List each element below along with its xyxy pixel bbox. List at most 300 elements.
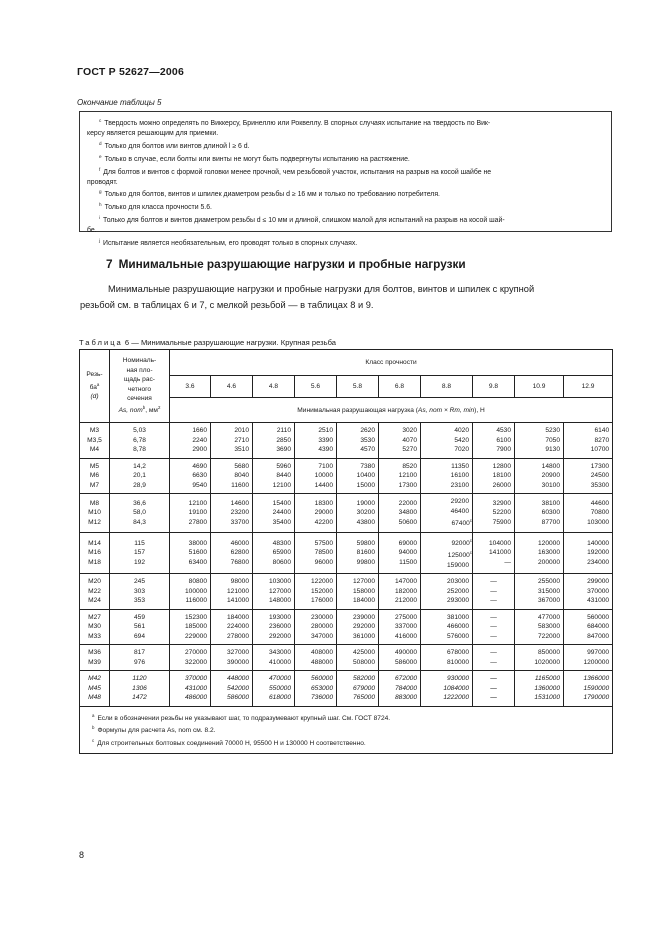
load-number: 847000: [587, 632, 610, 640]
footnote-line: [87, 139, 606, 152]
load-number: 7050: [545, 436, 560, 444]
load-cell: [211, 423, 253, 459]
thread-value: М14: [88, 539, 101, 547]
load-value: [515, 426, 560, 436]
load-number: 65900: [272, 549, 291, 556]
load-value: [253, 613, 291, 623]
load-cell: [421, 423, 473, 459]
load-value: [515, 471, 560, 481]
load-cell: [295, 609, 337, 645]
load-value: [170, 436, 207, 446]
load-value: [295, 622, 333, 632]
load-number: —: [490, 675, 497, 682]
breaking-load-table: [79, 349, 613, 754]
load-number: 10700: [590, 446, 610, 453]
load-value: [473, 648, 514, 658]
load-cell: [253, 458, 295, 494]
load-number: 67400: [451, 520, 470, 527]
load-value: [473, 499, 511, 509]
load-number: 470000: [268, 675, 291, 682]
load-number: 30100: [541, 481, 560, 489]
footnote-text: Только для болтов и винтов диаметром резьбы d ≤ 10 мм и длиной, слишком малой для испытаний на разрыв на косой шай-: [103, 217, 505, 225]
footnote-mark: c: [99, 118, 102, 123]
load-value: [211, 499, 249, 509]
load-number: —: [490, 632, 497, 640]
load-number: 127000: [352, 578, 375, 585]
load-value: [379, 632, 417, 642]
load-value: [337, 632, 375, 642]
strength-class: 4.6: [211, 376, 253, 398]
load-number: —: [490, 658, 497, 666]
load-value: [379, 445, 417, 455]
footnote-text: керсу является решающим для приемки.: [87, 129, 219, 137]
load-number: 148000: [268, 597, 291, 604]
load-number: 32900: [492, 499, 511, 507]
load-cell: [253, 671, 295, 707]
thread-cell: [80, 645, 110, 671]
load-value: [379, 481, 417, 491]
load-value: [421, 536, 472, 549]
load-number: 63400: [188, 558, 207, 566]
load-value: [473, 436, 511, 446]
load-value: [515, 577, 560, 587]
area-value: 8,78: [133, 446, 146, 453]
header-text: (d): [90, 393, 99, 401]
load-number: 1660: [192, 427, 207, 434]
load-number: 30200: [356, 509, 375, 516]
load-value: [295, 674, 333, 684]
load-value: [421, 426, 469, 436]
load-value: [515, 558, 560, 568]
load-value: [253, 648, 291, 658]
load-value: [473, 684, 514, 694]
load-value: [253, 548, 291, 558]
load-number: 99800: [356, 558, 375, 566]
load-cell: [337, 671, 379, 707]
load-number: 1531000: [534, 694, 560, 701]
load-number: 560000: [310, 675, 333, 682]
load-cell: [253, 532, 295, 574]
load-value: [379, 558, 417, 568]
load-value: [170, 471, 207, 481]
footnote-mark: j: [99, 238, 101, 244]
load-number: 1366000: [583, 675, 610, 682]
footnote-mark: f: [99, 166, 101, 172]
table-footnote: [92, 711, 608, 724]
load-number: 70800: [590, 509, 610, 516]
load-number: 35300: [590, 481, 610, 489]
thread-value: М8: [89, 499, 100, 507]
load-value: [337, 481, 375, 491]
load-value: [421, 693, 469, 703]
header-line: сечения: [127, 394, 152, 402]
table-row-group: [80, 532, 613, 574]
load-number: 12100: [272, 481, 291, 489]
load-value: [170, 632, 207, 642]
load-number: 722000: [537, 632, 560, 640]
load-value: [211, 471, 249, 481]
load-value: [421, 613, 469, 623]
load-number: 147000: [394, 578, 417, 585]
load-value: [211, 658, 249, 668]
area-value: 36,6: [133, 499, 146, 507]
load-value: [337, 658, 375, 668]
load-number: 14800: [541, 462, 560, 470]
thread-value: М48: [88, 694, 101, 701]
load-value: [337, 648, 375, 658]
load-number: 17300: [590, 462, 610, 470]
area-value: 58,0: [133, 509, 146, 516]
load-number: 5680: [234, 462, 249, 470]
footnote-text: Если в обозначении резьбы не указывают шаг, то подразумевают крупный шаг. См. ГОСТ 8724.: [97, 714, 391, 722]
load-number: 96000: [314, 558, 333, 566]
load-number: —: [490, 587, 497, 595]
load-value: [564, 558, 609, 568]
load-value: [337, 622, 375, 632]
load-value: [170, 558, 207, 568]
load-value: [211, 445, 249, 455]
load-number: 176000: [310, 597, 333, 604]
load-cell: [337, 458, 379, 494]
load-value: [295, 499, 333, 509]
load-value: [170, 518, 207, 528]
load-value: [295, 613, 333, 623]
load-value: [170, 539, 207, 549]
load-number: 11350: [451, 462, 469, 470]
load-number: 7100: [318, 462, 333, 470]
load-number: 488000: [310, 658, 333, 666]
load-number: 1590000: [583, 684, 610, 692]
load-value: [515, 622, 560, 632]
load-number: 81600: [356, 549, 375, 556]
load-number: 6100: [496, 436, 511, 444]
load-value: [473, 548, 511, 558]
load-value: [211, 426, 249, 436]
load-number: 103000: [587, 518, 610, 526]
load-value: [515, 436, 560, 446]
load-value: [515, 462, 560, 472]
footnote-text: Только для болтов, винтов и шпилек диаметром резьбы d ≥ 16 мм и только по требованию потребителя.: [104, 191, 440, 199]
load-number: 120000: [537, 539, 560, 547]
load-number: 361000: [352, 632, 375, 640]
load-cell: [295, 645, 337, 671]
load-cell: [515, 609, 564, 645]
load-value: [295, 462, 333, 472]
load-cell: [295, 458, 337, 494]
load-value: [379, 508, 417, 518]
load-number: 22000: [398, 499, 417, 507]
document-header: ГОСТ Р 52627—2006: [77, 66, 185, 78]
load-value: [564, 596, 609, 606]
load-number: 69000: [398, 539, 417, 547]
thread-cell: [80, 532, 110, 574]
load-number: 15000: [356, 481, 375, 489]
thread-value: М36: [88, 649, 101, 656]
load-value: [379, 471, 417, 481]
load-value: [473, 558, 511, 568]
thread-value: М39: [88, 658, 101, 666]
footnote-text: Только для класса прочности 5.6.: [104, 204, 212, 212]
load-value: [253, 674, 291, 684]
load-value: [211, 577, 249, 587]
load-value: [564, 613, 609, 623]
load-value: [337, 548, 375, 558]
load-value: [253, 684, 291, 694]
section-title: Минимальные разрушающие нагрузки и пробные нагрузки: [118, 257, 466, 271]
thread-value: М24: [88, 597, 101, 604]
load-value: [253, 481, 291, 491]
load-number: 15400: [272, 499, 291, 507]
load-number: 7380: [360, 462, 375, 470]
load-value: [211, 518, 249, 528]
load-value: [515, 674, 560, 684]
footnote-mark: g: [99, 189, 102, 195]
load-cell: [170, 494, 211, 533]
load-value: [211, 548, 249, 558]
load-value: [421, 674, 469, 684]
strength-class: 10.9: [515, 376, 564, 398]
load-number: 1222000: [443, 694, 469, 701]
load-value: [295, 658, 333, 668]
load-number: 486000: [184, 694, 207, 701]
load-number: 8520: [402, 462, 417, 470]
load-number: 416000: [394, 632, 417, 640]
load-value: [253, 577, 291, 587]
area-value: 817: [133, 649, 145, 656]
thread-value: М20: [88, 578, 101, 585]
load-number: 6140: [594, 427, 610, 434]
load-number: 343000: [268, 649, 291, 656]
area-value: 976: [133, 658, 145, 666]
load-value: [421, 436, 469, 446]
strength-class: 4.8: [253, 376, 295, 398]
load-cell: [379, 645, 421, 671]
load-cell: [170, 574, 211, 610]
load-number: 322000: [184, 658, 207, 666]
header-text: Резь-: [86, 371, 103, 379]
load-number: 930000: [446, 675, 469, 682]
load-cell: [473, 609, 515, 645]
table-footnotes-row: [80, 706, 613, 754]
area-cell: [110, 609, 170, 645]
load-number: 42200: [314, 518, 333, 526]
table-caption-label: Таблица: [79, 338, 123, 347]
load-value: [564, 481, 609, 491]
load-number: 200000: [537, 558, 560, 566]
load-cell: [379, 458, 421, 494]
load-number: 5420: [454, 436, 469, 444]
load-value: [421, 632, 469, 642]
load-number: 2620: [360, 427, 375, 434]
load-value: [421, 471, 469, 481]
area-value: 245: [133, 578, 145, 585]
load-value: [211, 508, 249, 518]
load-number: 141000: [488, 549, 511, 556]
load-value: [253, 471, 291, 481]
load-cell: [253, 574, 295, 610]
footnote-mark: e: [99, 153, 102, 159]
paragraph-line: Минимальные разрушающие нагрузки и пробные нагрузки для болтов, винтов и шпилек с крупной: [108, 284, 535, 294]
load-value: [564, 632, 609, 642]
load-value: [515, 648, 560, 658]
load-number: 8440: [276, 472, 291, 479]
load-number: 8270: [594, 436, 610, 444]
area-value: 561: [133, 623, 145, 630]
load-number: 736000: [310, 694, 333, 701]
load-value: [170, 462, 207, 472]
load-number: —: [490, 597, 497, 604]
load-value: [379, 518, 417, 528]
load-number: 152300: [184, 613, 207, 621]
load-cell: [170, 532, 211, 574]
load-number: 51600: [188, 549, 207, 556]
load-number: 87700: [541, 518, 560, 526]
load-value: [253, 596, 291, 606]
load-number: 230000: [310, 613, 333, 621]
load-value: [515, 445, 560, 455]
load-value: [170, 613, 207, 623]
load-value: [564, 587, 609, 597]
load-number: —: [490, 613, 497, 621]
load-value: [564, 548, 609, 558]
load-value: [170, 481, 207, 491]
load-number: 4570: [360, 446, 375, 453]
load-cell: [337, 532, 379, 574]
load-value: [379, 658, 417, 668]
footnote-line: [87, 200, 606, 213]
load-value: [337, 596, 375, 606]
strength-class-header: Класс прочности: [170, 350, 613, 376]
load-number: 292000: [268, 632, 291, 640]
load-value: [253, 462, 291, 472]
footnote-text: Формулы для расчета As, nom см. 8.2.: [97, 727, 216, 735]
load-value: [337, 558, 375, 568]
load-number: 76800: [230, 558, 249, 566]
header-line: щадь рас-: [123, 376, 156, 384]
load-cell: [379, 423, 421, 459]
load-number: 586000: [226, 694, 249, 701]
load-cell: [421, 494, 473, 533]
load-number: 1790000: [583, 694, 610, 701]
area-cell: [110, 671, 170, 707]
load-number: 203000: [446, 578, 469, 585]
area-cell: [110, 645, 170, 671]
load-number: 103000: [268, 578, 291, 585]
load-number: 236000: [268, 623, 291, 630]
thread-value: М16: [88, 549, 101, 556]
load-number: 98000: [230, 578, 249, 585]
load-value: [170, 658, 207, 668]
load-number: 18100: [492, 472, 511, 479]
table-row-group: [80, 458, 613, 494]
footnote-text: бе.: [87, 227, 97, 235]
load-value: [170, 587, 207, 597]
load-cell: [337, 423, 379, 459]
load-number: 431000: [184, 684, 207, 692]
load-cell: [295, 494, 337, 533]
section-paragraph: [80, 281, 614, 313]
load-number: 52200: [492, 509, 511, 516]
load-value: [421, 596, 469, 606]
footnote-mark: d: [99, 140, 102, 146]
load-number: 367000: [537, 597, 560, 604]
load-cell: [564, 458, 613, 494]
load-value: [337, 539, 375, 549]
load-value: [253, 622, 291, 632]
load-value: [379, 436, 417, 446]
load-value: [253, 693, 291, 703]
load-number: 477000: [537, 613, 560, 621]
page-number: 8: [79, 850, 85, 860]
area-value: 1120: [132, 675, 147, 682]
load-cell: [473, 494, 515, 533]
load-cell: [379, 671, 421, 707]
header-line: [80, 380, 109, 392]
load-value: [295, 548, 333, 558]
load-value: [295, 693, 333, 703]
load-number: 1020000: [534, 658, 560, 666]
load-value: [253, 658, 291, 668]
load-number: 678000: [446, 649, 469, 656]
footnote-mark: i: [99, 215, 101, 221]
load-number: —: [490, 578, 497, 585]
load-value: [295, 596, 333, 606]
footnote-mark: a: [92, 712, 95, 718]
load-number: 315000: [537, 587, 560, 595]
load-value: [211, 648, 249, 658]
load-cell: [379, 574, 421, 610]
load-value: [295, 587, 333, 597]
load-number: 8040: [234, 472, 249, 479]
area-cell: [110, 494, 170, 533]
footnote-line: [87, 187, 606, 200]
header-sup: a: [96, 381, 100, 387]
load-number: 29000: [314, 509, 333, 516]
load-cell: [564, 423, 613, 459]
load-value: [337, 684, 375, 694]
load-value: [211, 436, 249, 446]
area-value: 303: [133, 587, 145, 595]
load-value: [253, 508, 291, 518]
load-value: [170, 622, 207, 632]
area-cell: [110, 423, 170, 459]
load-number: 431000: [587, 597, 610, 604]
load-value: [473, 462, 511, 472]
load-value: [564, 577, 609, 587]
load-value: [564, 658, 609, 668]
load-value: [564, 471, 609, 481]
load-value: [564, 462, 609, 472]
load-value: [295, 684, 333, 694]
load-cell: [253, 494, 295, 533]
thread-value: М22: [88, 587, 101, 595]
load-cell: [170, 671, 211, 707]
load-number: 5270: [402, 446, 417, 453]
load-number: 3390: [318, 436, 333, 444]
load-number: 4070: [402, 436, 417, 444]
footnote-line: [87, 165, 606, 178]
load-value: [379, 684, 417, 694]
load-number: 542000: [226, 684, 249, 692]
load-value: [337, 518, 375, 528]
load-number: 618000: [268, 694, 291, 701]
load-number: 5230: [545, 427, 560, 434]
thread-value: М45: [88, 684, 101, 692]
table-caption: [79, 338, 336, 347]
load-number: 35400: [272, 518, 291, 526]
load-number: 46400: [450, 507, 469, 515]
load-value: [473, 587, 514, 597]
